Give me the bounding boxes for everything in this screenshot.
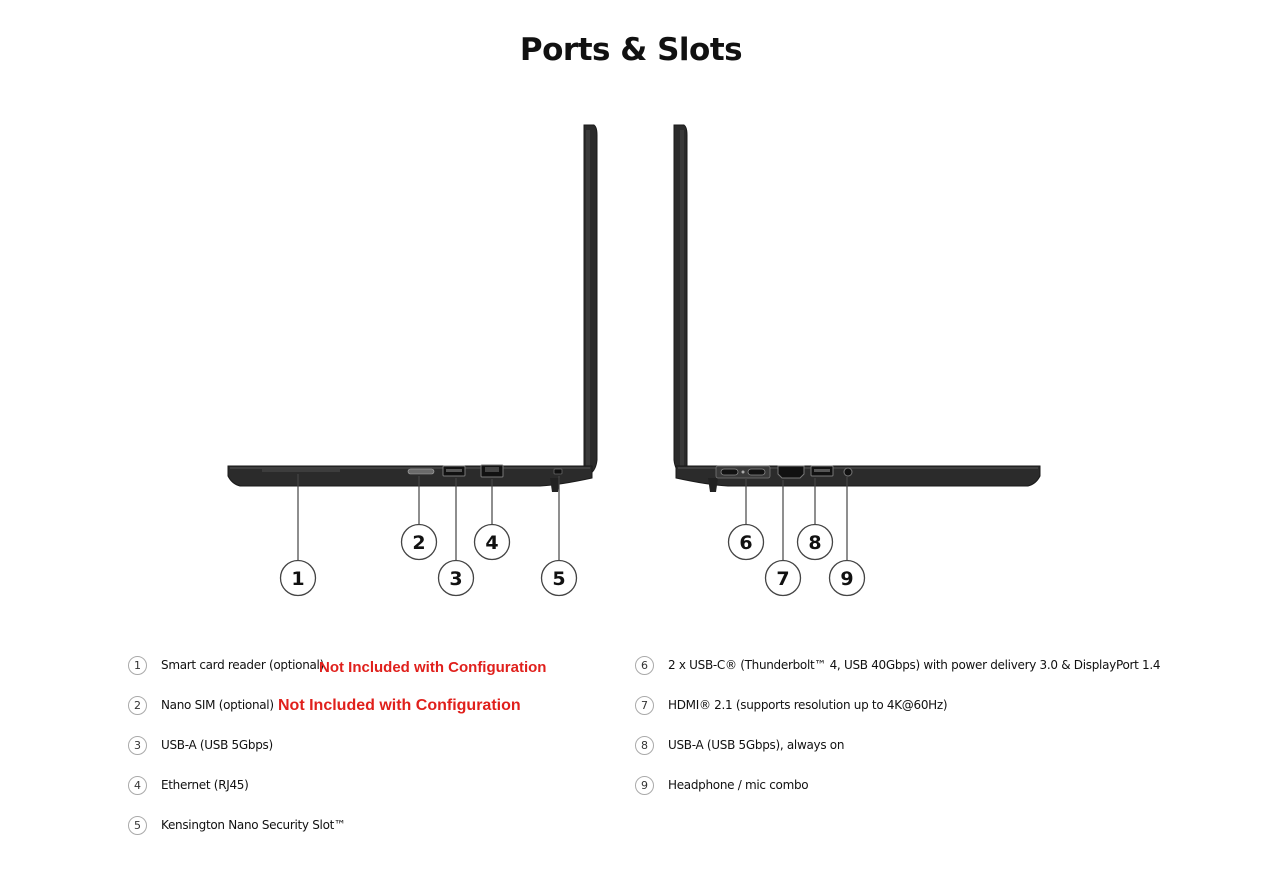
legend-item: [128, 773, 249, 797]
page-title: Ports & Slots: [519, 32, 743, 68]
legend-item: [635, 733, 844, 757]
legend-label: HDMI® 2.1 (supports resolution up to 4K@60Hz): [668, 698, 948, 712]
not-included-note: Not Included with Configuration: [278, 697, 521, 714]
callout-6: [729, 525, 764, 560]
callout-8: [798, 525, 833, 560]
callout-1: [281, 561, 316, 596]
callout-2: [402, 525, 437, 560]
not-included-note: Not Included with Configuration: [319, 659, 547, 676]
legend-label: Headphone / mic combo: [668, 778, 809, 792]
svg-text:9: 9: [840, 568, 854, 590]
legend-number-badge: 1: [128, 656, 147, 675]
legend-label: 2 x USB-C® (Thunderbolt™ 4, USB 40Gbps) with power delivery 3.0 & DisplayPort 1.4: [668, 658, 1161, 672]
svg-text:2: 2: [412, 532, 426, 554]
laptop-left-side-view: [228, 125, 597, 492]
legend-label: Smart card reader (optional): [161, 658, 324, 672]
callout-3: [439, 561, 474, 596]
legend-item: [128, 653, 324, 677]
legend-number-badge: 4: [128, 776, 147, 795]
legend-number-badge: 2: [128, 696, 147, 715]
svg-text:8: 8: [808, 532, 822, 554]
svg-text:1: 1: [291, 568, 305, 590]
legend-number-badge: 8: [635, 736, 654, 755]
svg-text:6: 6: [739, 532, 753, 554]
svg-text:4: 4: [485, 532, 499, 554]
laptop-right-side-view: [674, 125, 1040, 492]
callout-7: [766, 561, 801, 596]
legend-number-badge: 3: [128, 736, 147, 755]
callout-9: [830, 561, 865, 596]
legend-item: [635, 693, 947, 717]
callout-4: [475, 525, 510, 560]
legend-item: [128, 693, 274, 717]
legend-item: [635, 653, 1160, 677]
legend-label: Ethernet (RJ45): [161, 778, 249, 792]
svg-text:7: 7: [776, 568, 790, 590]
legend-number-badge: 6: [635, 656, 654, 675]
callout-lines: [298, 474, 847, 560]
legend-label: USB-A (USB 5Gbps): [161, 738, 273, 752]
legend-item: [128, 733, 273, 757]
legend-label: Kensington Nano Security Slot™: [161, 818, 346, 832]
svg-text:5: 5: [552, 568, 566, 590]
legend-label: USB-A (USB 5Gbps), always on: [668, 738, 845, 752]
legend-item: [635, 773, 808, 797]
svg-text:3: 3: [449, 568, 463, 590]
legend-item: [128, 813, 346, 837]
legend-number-badge: 5: [128, 816, 147, 835]
legend-label: Nano SIM (optional): [161, 698, 274, 712]
legend-number-badge: 9: [635, 776, 654, 795]
callout-5: [542, 561, 577, 596]
legend-number-badge: 7: [635, 696, 654, 715]
